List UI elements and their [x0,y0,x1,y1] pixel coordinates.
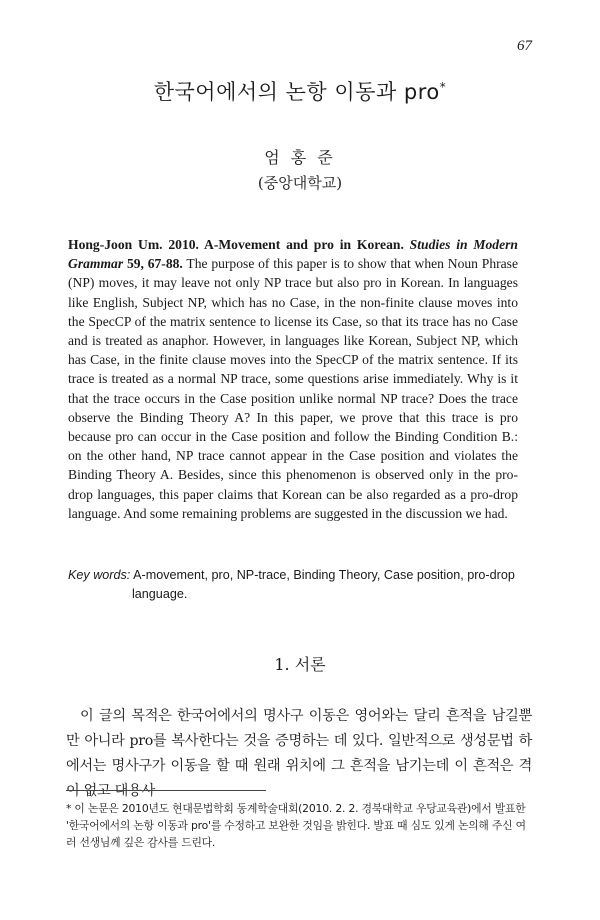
keywords-line2: language. [132,587,188,601]
journal-name: Studies in Modern Grammar [68,237,518,272]
abstract [68,235,518,523]
keywords-line1: A-movement, pro, NP-trace, Binding Theory, Case position, pro-drop [133,568,515,582]
body-paragraph: 이 글의 목적은 한국어에서의 명사구 이동은 영어와는 달리 흔적을 남길뿐만 아니라 pro를 복사한다는 것을 증명하는 데 있다. 일반적으로 생성문법 하에서는 명사구가 이동을 할 때 원래 위치에 그 흔적을 남기는데 이 흔적은 격이 없고 대용사 [66,708,532,799]
title-text: 한국어에서의 논항 이동과 pro [153,80,440,104]
author-affiliation: (중앙대학교) [257,174,343,192]
keywords [68,566,530,604]
page-number: 67 [517,38,532,54]
paper-title [0,76,600,106]
keywords-label: Key words: [68,568,131,582]
volume-pages: 59, 67-88. [126,256,183,272]
abstract-citation: Hong-Joon Um. 2010. A-Movement and pro in Korean. [68,237,404,252]
abstract-text: The purpose of this paper is to show that when Noun Phrase (NP) moves, it may leave not only NP trace but also pro in Korean. In languages like English, Subject NP, which has no Case, in the non-finite clause moves into the SpecCP of the matrix sentence to license its Case, so that its trace has no Case and is treated as anaphor. However, in languages like Korean, Subject NP, which has Case, in the finite clause moves into the SpecCP of the matrix sentence. If its trace is treated as a normal NP trace, some questions arise immediately. Why is it that the trace occurs in the Case position unlike normal NP trace? Does the trace observe the Binding Theory A? In this paper, we prove that this trace is pro because pro can occur in the Case position and follow the Binding Condition B.: on the other hand, NP trace cannot appear in the Case position and violates the Binding Theory A. Besides, since this phenomenon is observed only in the pro-drop languages, this paper claims that Korean can be also regarded as a pro-drop language. And some remaining problems are suggested in the discussion we had. [68,256,519,521]
title-footnote-mark: * [439,80,447,94]
section-heading: 1. 서론 [274,655,326,674]
author-name: 엄 홍 준 [264,148,336,167]
footnote-divider [66,790,266,791]
footnote: * 이 논문은 2010년도 현대문법학회 동계학술대회(2010. 2. 2. 경북대학교 우당교육관)에서 발표한 '한국어에서의 논항 이동과 pro'를 수정하고 보완한 것임을 밝힌다. 발표 때 심도 있게 논의해 주신 여러 선생님께 깊은 감사를 드린다. [66,802,526,849]
